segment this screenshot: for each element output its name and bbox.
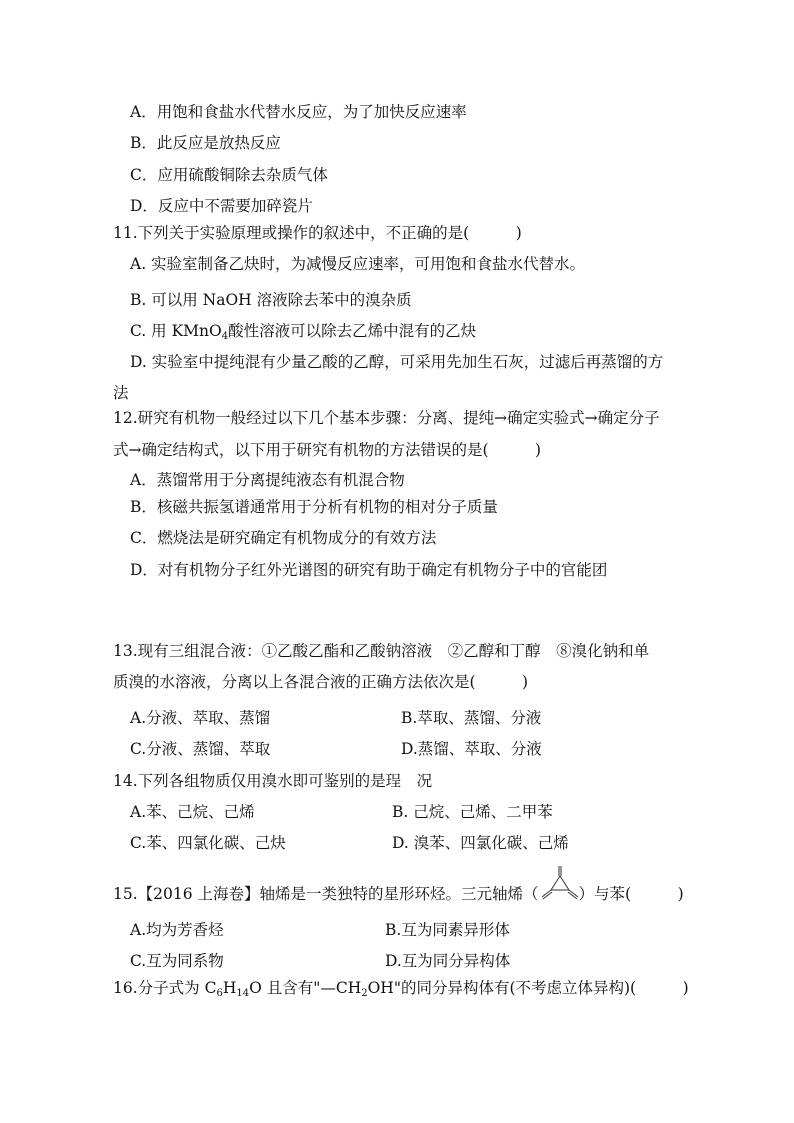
- q15-stem-pre: 15.【2016 上海卷】轴烯是一类独特的星形环烃。三元轴烯（: [113, 885, 539, 903]
- q16-sub2: 14: [236, 988, 250, 999]
- q14-stem: 14.下列各组物质仅用溴水即可鉴别的是珵 况: [113, 772, 433, 790]
- q16-sub3: 2: [361, 988, 368, 999]
- q14-option-d: D. 溴苯、四氯化碳、己烯: [392, 834, 569, 852]
- q15-option-a: A.均为芳香烃: [130, 921, 224, 939]
- triaxialene-structure-icon: [539, 864, 579, 904]
- q11-option-a: A. 实验室制备乙炔时，为减慢反应速率，可用饱和食盐水代替水。: [130, 255, 586, 273]
- q10-option-d: D．反应中不需要加碎瓷片: [130, 197, 313, 215]
- q13-option-b: B.萃取、蒸馏、分液: [401, 709, 542, 727]
- q15-stem: [113, 884, 684, 904]
- q12-stem-line1: 12.研究有机物一般经过以下几个基本步骤：分离、提纯→确定实验式→确定分子: [113, 409, 660, 427]
- q14-option-c: C.苯、四氯化碳、己炔: [130, 834, 286, 852]
- q15-option-d: D.互为同分异构体: [385, 952, 511, 970]
- q16-stem: [113, 978, 689, 1004]
- q16-post: OH"的同分异构体有(不考虑立体异构)( ): [367, 979, 689, 997]
- q16-mid2: O 且含有"—CH: [249, 979, 362, 997]
- q13-stem-line2: 质溴的水溶液，分离以上各混合液的正确方法依次是( ): [113, 673, 529, 691]
- q12-option-a: A．蒸馏常用于分离提纯液态有机混合物: [130, 471, 405, 489]
- q11-option-d-cont: 法: [113, 384, 129, 402]
- q15-stem-post: ）与苯( ): [578, 885, 684, 903]
- q12-stem-line2: 式→确定结构式，以下用于研究有机物的方法错误的是( ): [113, 441, 542, 459]
- q15-option-c: C.互为同系物: [130, 952, 224, 970]
- q16-pre: 16.分子式为 C: [113, 979, 217, 997]
- q11-option-d: D. 实验室中提纯混有少量乙酸的乙醇，可采用先加生石灰，过滤后再蒸馏的方: [130, 353, 664, 371]
- q11-stem: 11.下列关于实验原理或操作的叙述中，不正确的是( ): [113, 224, 522, 242]
- q13-option-d: D.蒸馏、萃取、分液: [401, 740, 542, 758]
- q11-option-c: [130, 321, 476, 347]
- q11-option-c-sub: 4: [221, 331, 229, 342]
- q14-option-a: A.苯、己烷、己烯: [130, 803, 255, 821]
- q13-stem-line1: 13.现有三组混合液：①乙酸乙酯和乙酸钠溶液 ②乙醇和丁醇 ⑧溴化钠和单: [113, 642, 650, 660]
- q12-option-d: D．对有机物分子红外光谱图的研究有助于确定有机物分子中的官能团: [130, 561, 608, 579]
- q11-option-c-pre: C. 用 KMnO: [130, 322, 222, 340]
- q11-option-b: B. 可以用 NaOH 溶液除去苯中的溴杂质: [130, 291, 412, 309]
- q10-option-b: B．此反应是放热反应: [130, 134, 281, 152]
- q11-option-c-post: 酸性溶液可以除去乙烯中混有的乙炔: [228, 322, 477, 340]
- q12-option-b: B．核磁共振氢谱通常用于分析有机物的相对分子质量: [130, 498, 498, 516]
- q10-option-a: A．用饱和食盐水代替水反应，为了加快反应速率: [130, 103, 467, 121]
- q10-option-c: C．应用硫酸铜除去杂质气体: [130, 166, 328, 184]
- q12-option-c: C．燃烧法是研究确定有机物成分的有效方法: [130, 529, 437, 547]
- q16-sub1: 6: [216, 988, 223, 999]
- q15-option-b: B.互为同素异形体: [385, 921, 510, 939]
- q13-option-c: C.分液、蒸馏、萃取: [130, 740, 271, 758]
- q16-mid1: H: [222, 979, 237, 997]
- q14-option-b: B. 己烷、己烯、二甲苯: [392, 803, 553, 821]
- q13-option-a: A.分液、萃取、蒸馏: [130, 709, 271, 727]
